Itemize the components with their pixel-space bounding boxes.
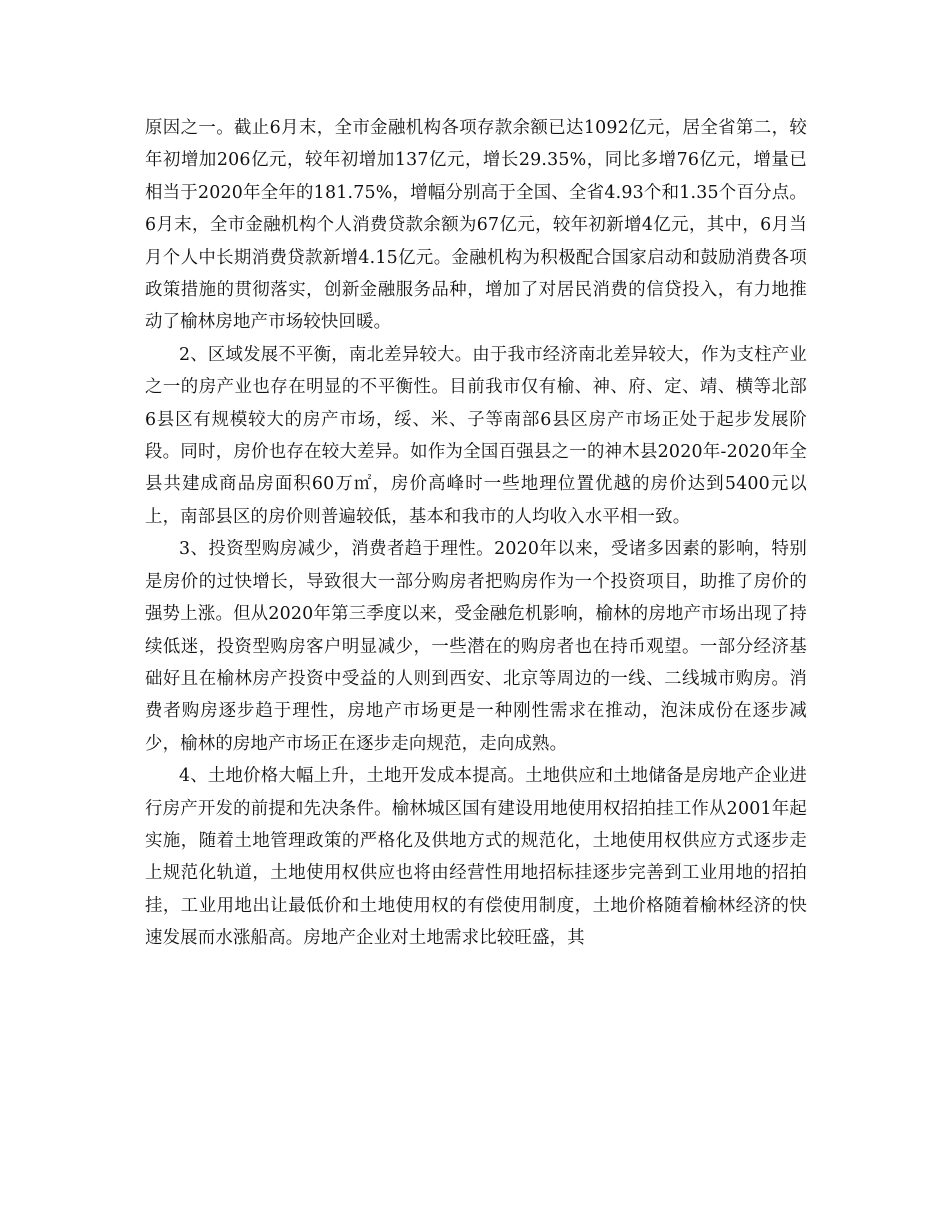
paragraph-regional-imbalance: 2、区域发展不平衡，南北差异较大。由于我市经济南北差异较大，作为支柱产业之一的房产业也存在明显的不平衡性。目前我市仅有榆、神、府、定、靖、横等北部6县区有规模较大的房产市场，绥、米、子等南部6县区房产市场正处于起步发展阶段。同时，房价也存在较大差异。如作为全国百强县之一的神木县2020年-2020年全县共建成商品房面积60万㎡，房价高峰时一些地理位置优越的房价达到5400元以上，南部县区的房价则普遍较低，基本和我市的人均收入水平相一致。 <box>145 344 807 527</box>
paragraph-continuation: 原因之一。截止6月末，全市金融机构各项存款余额已达1092亿元，居全省第二，较年初增加206亿元，较年初增加137亿元，增长29.35%，同比多增76亿元，增量已相当于2020年全年的181.75%，增幅分别高于全国、全省4.93个和1.35个百分点。6月末，全市金融机构个人消费贷款余额为67亿元，较年初新增4亿元，其中，6月当月个人中长期消费贷款新增4.15亿元。金融机构为积极配合国家启动和鼓励消费各项政策措施的贯彻落实，创新金融服务品种，增加了对居民消费的信贷投入，有力地推动了榆林房地产市场较快回暖。 <box>145 118 807 333</box>
paragraph-investment-decline: 3、投资型购房减少，消费者趋于理性。2020年以来，受诸多因素的影响，特别是房价的过快增长，导致很大一部分购房者把购房作为一个投资项目，助推了房价的强势上涨。但从2020年第三季度以来，受金融危机影响，榆林的房地产市场出现了持续低迷，投资型购房客户明显减少，一些潜在的购房者也在持币观望。一部分经济基础好且在榆林房产投资中受益的人则到西安、北京等周边的一线、二线城市购房。消费者购房逐步趋于理性，房地产市场更是一种刚性需求在推动，泡沫成份在逐步减少，榆林的房地产市场正在逐步走向规范，走向成熟。 <box>145 539 807 754</box>
paragraph-land-price: 4、土地价格大幅上升，土地开发成本提高。土地供应和土地储备是房地产企业进行房产开发的前提和先决条件。榆林城区国有建设用地使用权招拍挂工作从2001年起实施，随着土地管理政策的严格化及供地方式的规范化，土地使用权供应方式逐步走上规范化轨道，土地使用权供应也将由经营性用地招标挂逐步完善到工业用地的招拍挂，工业用地出让最低价和土地使用权的有偿使用制度，土地价格随着榆林经济的快速发展而水涨船高。房地产企业对土地需求比较旺盛，其 <box>145 766 807 949</box>
document-page <box>145 112 807 955</box>
